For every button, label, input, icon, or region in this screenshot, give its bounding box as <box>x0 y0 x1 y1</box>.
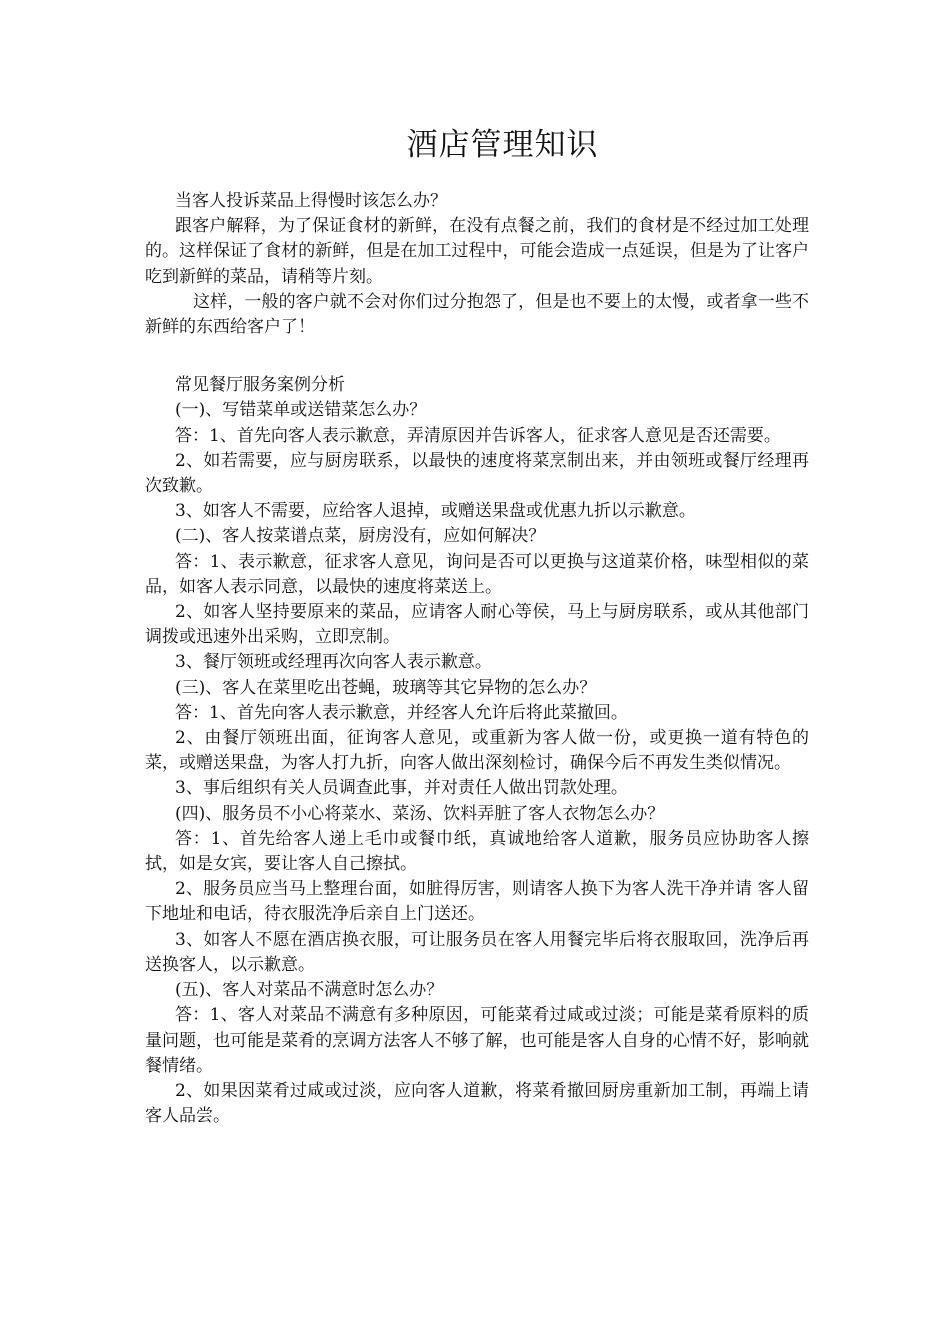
case-question: (二)、客人按菜谱点菜，厨房没有，应如何解决？ <box>175 526 546 547</box>
case-answer: 答：1、首先向客人表示歉意，并经客人允许后将此菜撤回。 <box>175 702 628 723</box>
intro-answer: 跟客户解释，为了保证食材的新鲜，在没有点餐之前，我们的食材是不经过加工处理的。这样保证了食材的新鲜，但是在加工过程中，可能会造成一点延误，但是为了让客户吃到新鲜的菜品，请稍等片刻。 <box>145 216 809 287</box>
case-answer: 2、如客人坚持要原来的菜品，应请客人耐心等侯，马上与厨房联系，或从其他部门调拨或迅速外出采购，立即烹制。 <box>145 602 809 648</box>
case-answer: 答：1、首先给客人递上毛巾或餐巾纸，真诚地给客人道歉，服务员应协助客人擦拭，如是女宾，要让客人自己擦拭。 <box>145 828 809 875</box>
case-answer: 答：1、表示歉意，征求客人意见，询问是否可以更换与这道菜价格，味型相似的菜品，如客人表示同意，以最快的速度将菜送上。 <box>145 551 809 597</box>
intro-question: 当客人投诉菜品上得慢时该怎么办？ <box>175 191 447 211</box>
case-question: (三)、客人在菜里吃出苍蝇，玻璃等其它异物的怎么办？ <box>175 677 597 698</box>
case-answer: 2、服务员应当马上整理台面，如脏得厉害，则请客人换下为客人洗干净并请 客人留下地址和电话，待衣服洗净后亲自上门送还。 <box>145 879 809 925</box>
case-question: (四)、服务员不小心将菜水、菜汤、饮料弄脏了客人衣物怎么办？ <box>175 803 665 824</box>
document-body <box>145 189 809 1129</box>
case-answer: 3、如客人不需要，应给客人退掉，或赠送果盘或优惠九折以示歉意。 <box>175 501 696 522</box>
case-question: (一)、写错菜单或送错菜怎么办？ <box>175 400 427 421</box>
case-answer: 3、事后组织有关人员调查此事，并对责任人做出罚款处理。 <box>175 778 628 799</box>
section-title: 常见餐厅服务案例分析 <box>175 375 345 396</box>
case-answer: 答：1、首先向客人表示歉意，弄清原因并告诉客人，征求客人意见是否还需要。 <box>175 425 781 446</box>
case-answer: 3、餐厅领班或经理再次向客人表示歉意。 <box>175 652 492 673</box>
case-answer: 2、如果因菜肴过咸或过淡，应向客人道歉，将菜肴撤回厨房重新加工制，再端上请客人品尝。 <box>145 1080 809 1127</box>
intro-note: 这样，一般的客户就不会对你们过分抱怨了，但是也不要上的太慢，或者拿一些不新鲜的东西给客户了！ <box>145 291 809 338</box>
case-question: (五)、客人对菜品不满意时怎么办？ <box>175 980 444 1001</box>
case-answer: 3、如客人不愿在酒店换衣服，可让服务员在客人用餐完毕后将衣服取回，洗净后再送换客人，以示歉意。 <box>145 929 809 975</box>
case-answer: 答：1、客人对菜品不满意有多种原因，可能菜肴过咸或过淡；可能是菜肴原料的质量问题，也可能是菜肴的烹调方法客人不够了解，也可能是客人自身的心情不好，影响就餐情绪。 <box>145 1005 809 1076</box>
document-title: 酒店管理知识 <box>406 126 599 163</box>
case-answer: 2、如若需要，应与厨房联系，以最快的速度将菜烹制出来，并由领班或餐厅经理再次致歉。 <box>145 450 809 497</box>
case-answer: 2、由餐厅领班出面，征询客人意见，或重新为客人做一份，或更换一道有特色的菜，或赠送果盘，为客人打九折，向客人做出深刻检讨，确保今后不再发生类似情况。 <box>145 728 809 774</box>
